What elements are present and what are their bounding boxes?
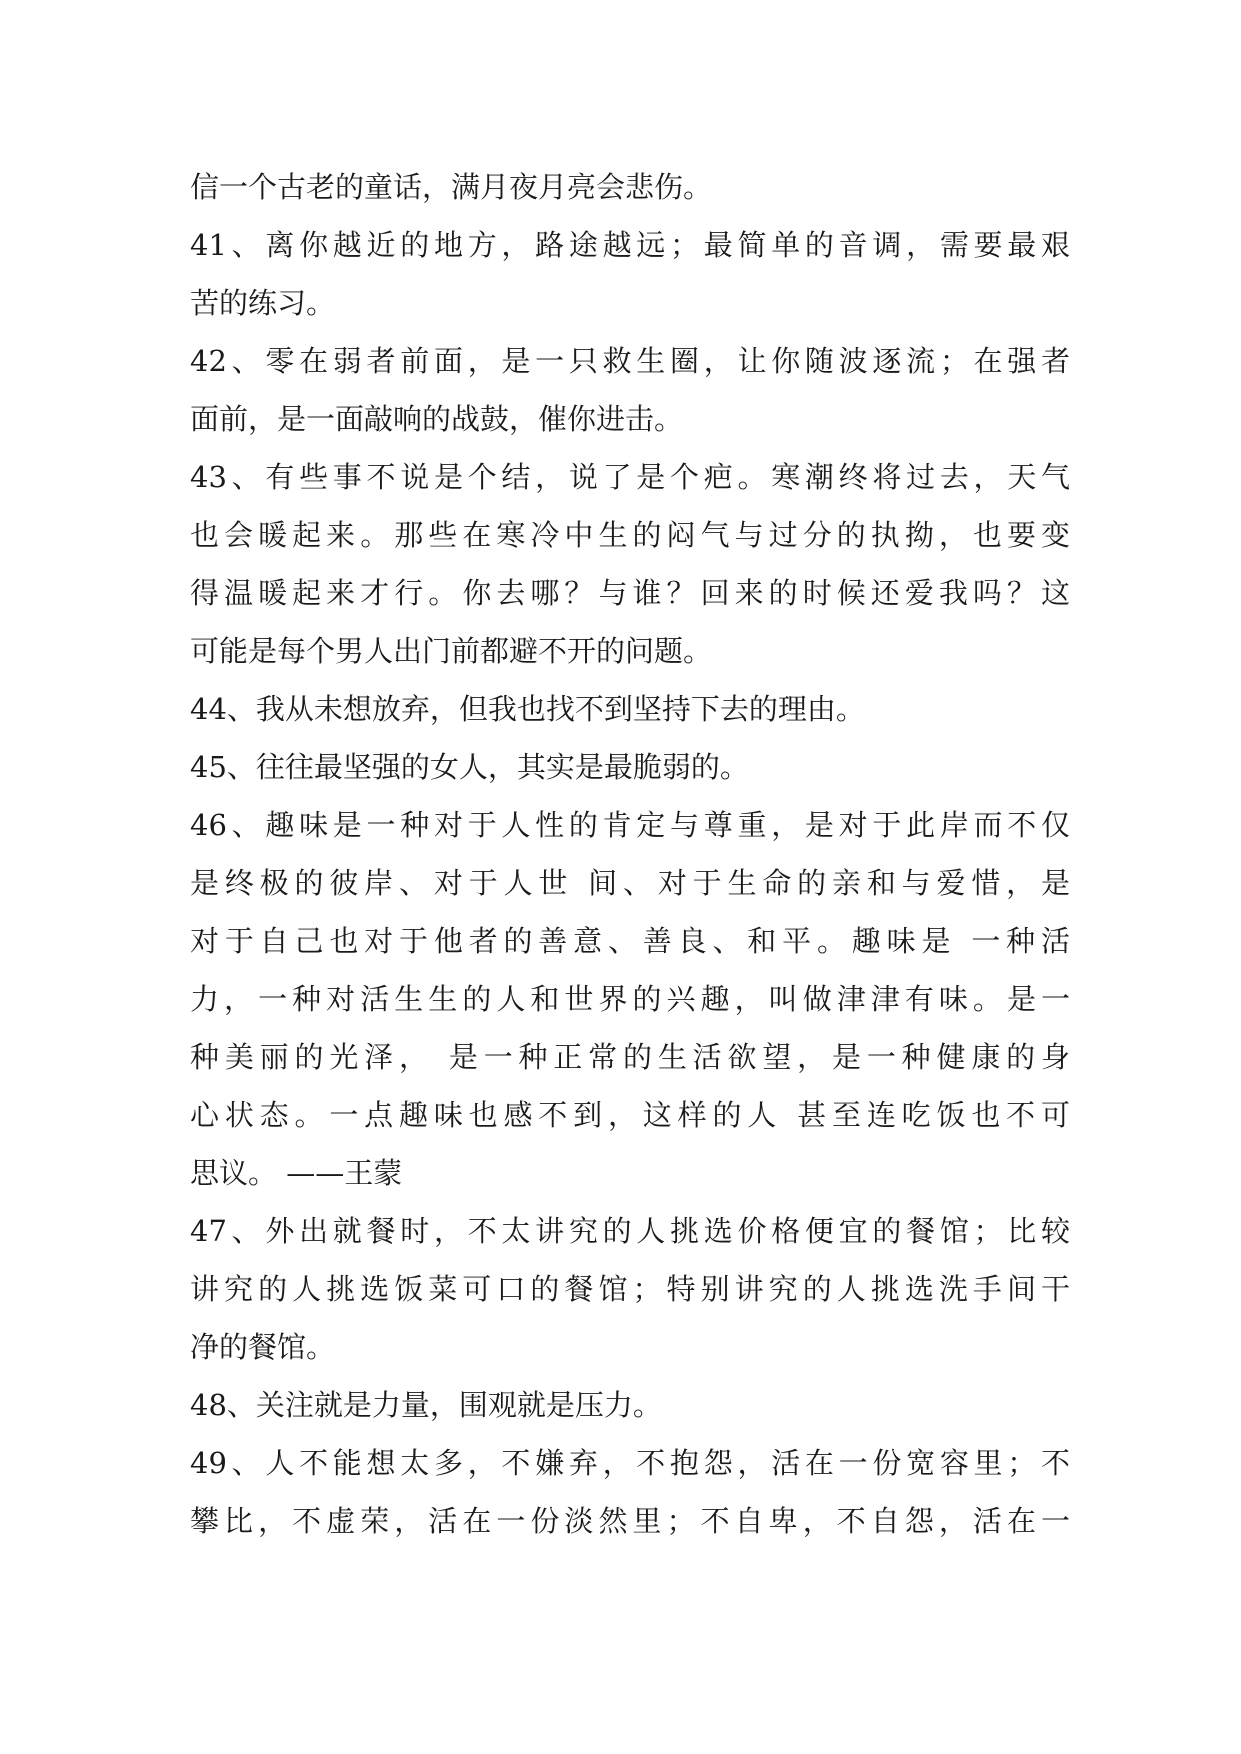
text-line: 47、外出就餐时，不太讲究的人挑选价格便宜的餐馆；比较 (190, 1214, 1070, 1248)
text-line: 46、趣味是一种对于人性的肯定与尊重，是对于此岸而不仅 (190, 808, 1070, 842)
text-line: 攀比，不虚荣，活在一份淡然里；不自卑，不自怨，活在一 (190, 1504, 1070, 1538)
text-line: 是终极的彼岸、对于人世 间、对于生命的亲和与爱惜，是 (190, 866, 1070, 900)
text-line: 48、关注就是力量，围观就是压力。 (190, 1388, 662, 1422)
text-line: 43、有些事不说是个结，说了是个疤。寒潮终将过去，天气 (190, 460, 1070, 494)
text-line: 苦的练习。 (190, 286, 336, 320)
text-line: 力，一种对活生生的人和世界的兴趣，叫做津津有味。是一 (190, 982, 1070, 1016)
text-line: 对于自己也对于他者的善意、善良、和平。趣味是 一种活 (190, 924, 1070, 958)
text-line: 41、离你越近的地方，路途越远；最简单的音调，需要最艰 (190, 228, 1070, 262)
text-line: 49、人不能想太多，不嫌弃，不抱怨，活在一份宽容里；不 (190, 1446, 1070, 1480)
text-line: 净的餐馆。 (190, 1330, 336, 1364)
text-line: 44、我从未想放弃，但我也找不到坚持下去的理由。 (190, 692, 865, 726)
text-line: 45、往往最坚强的女人，其实是最脆弱的。 (190, 750, 749, 784)
document-body (190, 158, 1070, 1550)
text-line: 种美丽的光泽， 是一种正常的生活欲望，是一种健康的身 (190, 1040, 1070, 1074)
text-line: 信一个古老的童话，满月夜月亮会悲伤。 (190, 170, 713, 204)
text-line: 42、零在弱者前面，是一只救生圈，让你随波逐流；在强者 (190, 344, 1070, 378)
text-line: 心状态。一点趣味也感不到，这样的人 甚至连吃饭也不可 (190, 1098, 1070, 1132)
text-line: 面前，是一面敲响的战鼓，催你进击。 (190, 402, 684, 436)
text-line: 得温暖起来才行。你去哪？与谁？回来的时候还爱我吗？这 (190, 576, 1070, 610)
text-line: 讲究的人挑选饭菜可口的餐馆；特别讲究的人挑选洗手间干 (190, 1272, 1070, 1306)
text-line: 也会暖起来。那些在寒冷中生的闷气与过分的执拗，也要变 (190, 518, 1070, 552)
text-line: 思议。 ——王蒙 (190, 1156, 403, 1190)
text-line: 可能是每个男人出门前都避不开的问题。 (190, 634, 713, 668)
